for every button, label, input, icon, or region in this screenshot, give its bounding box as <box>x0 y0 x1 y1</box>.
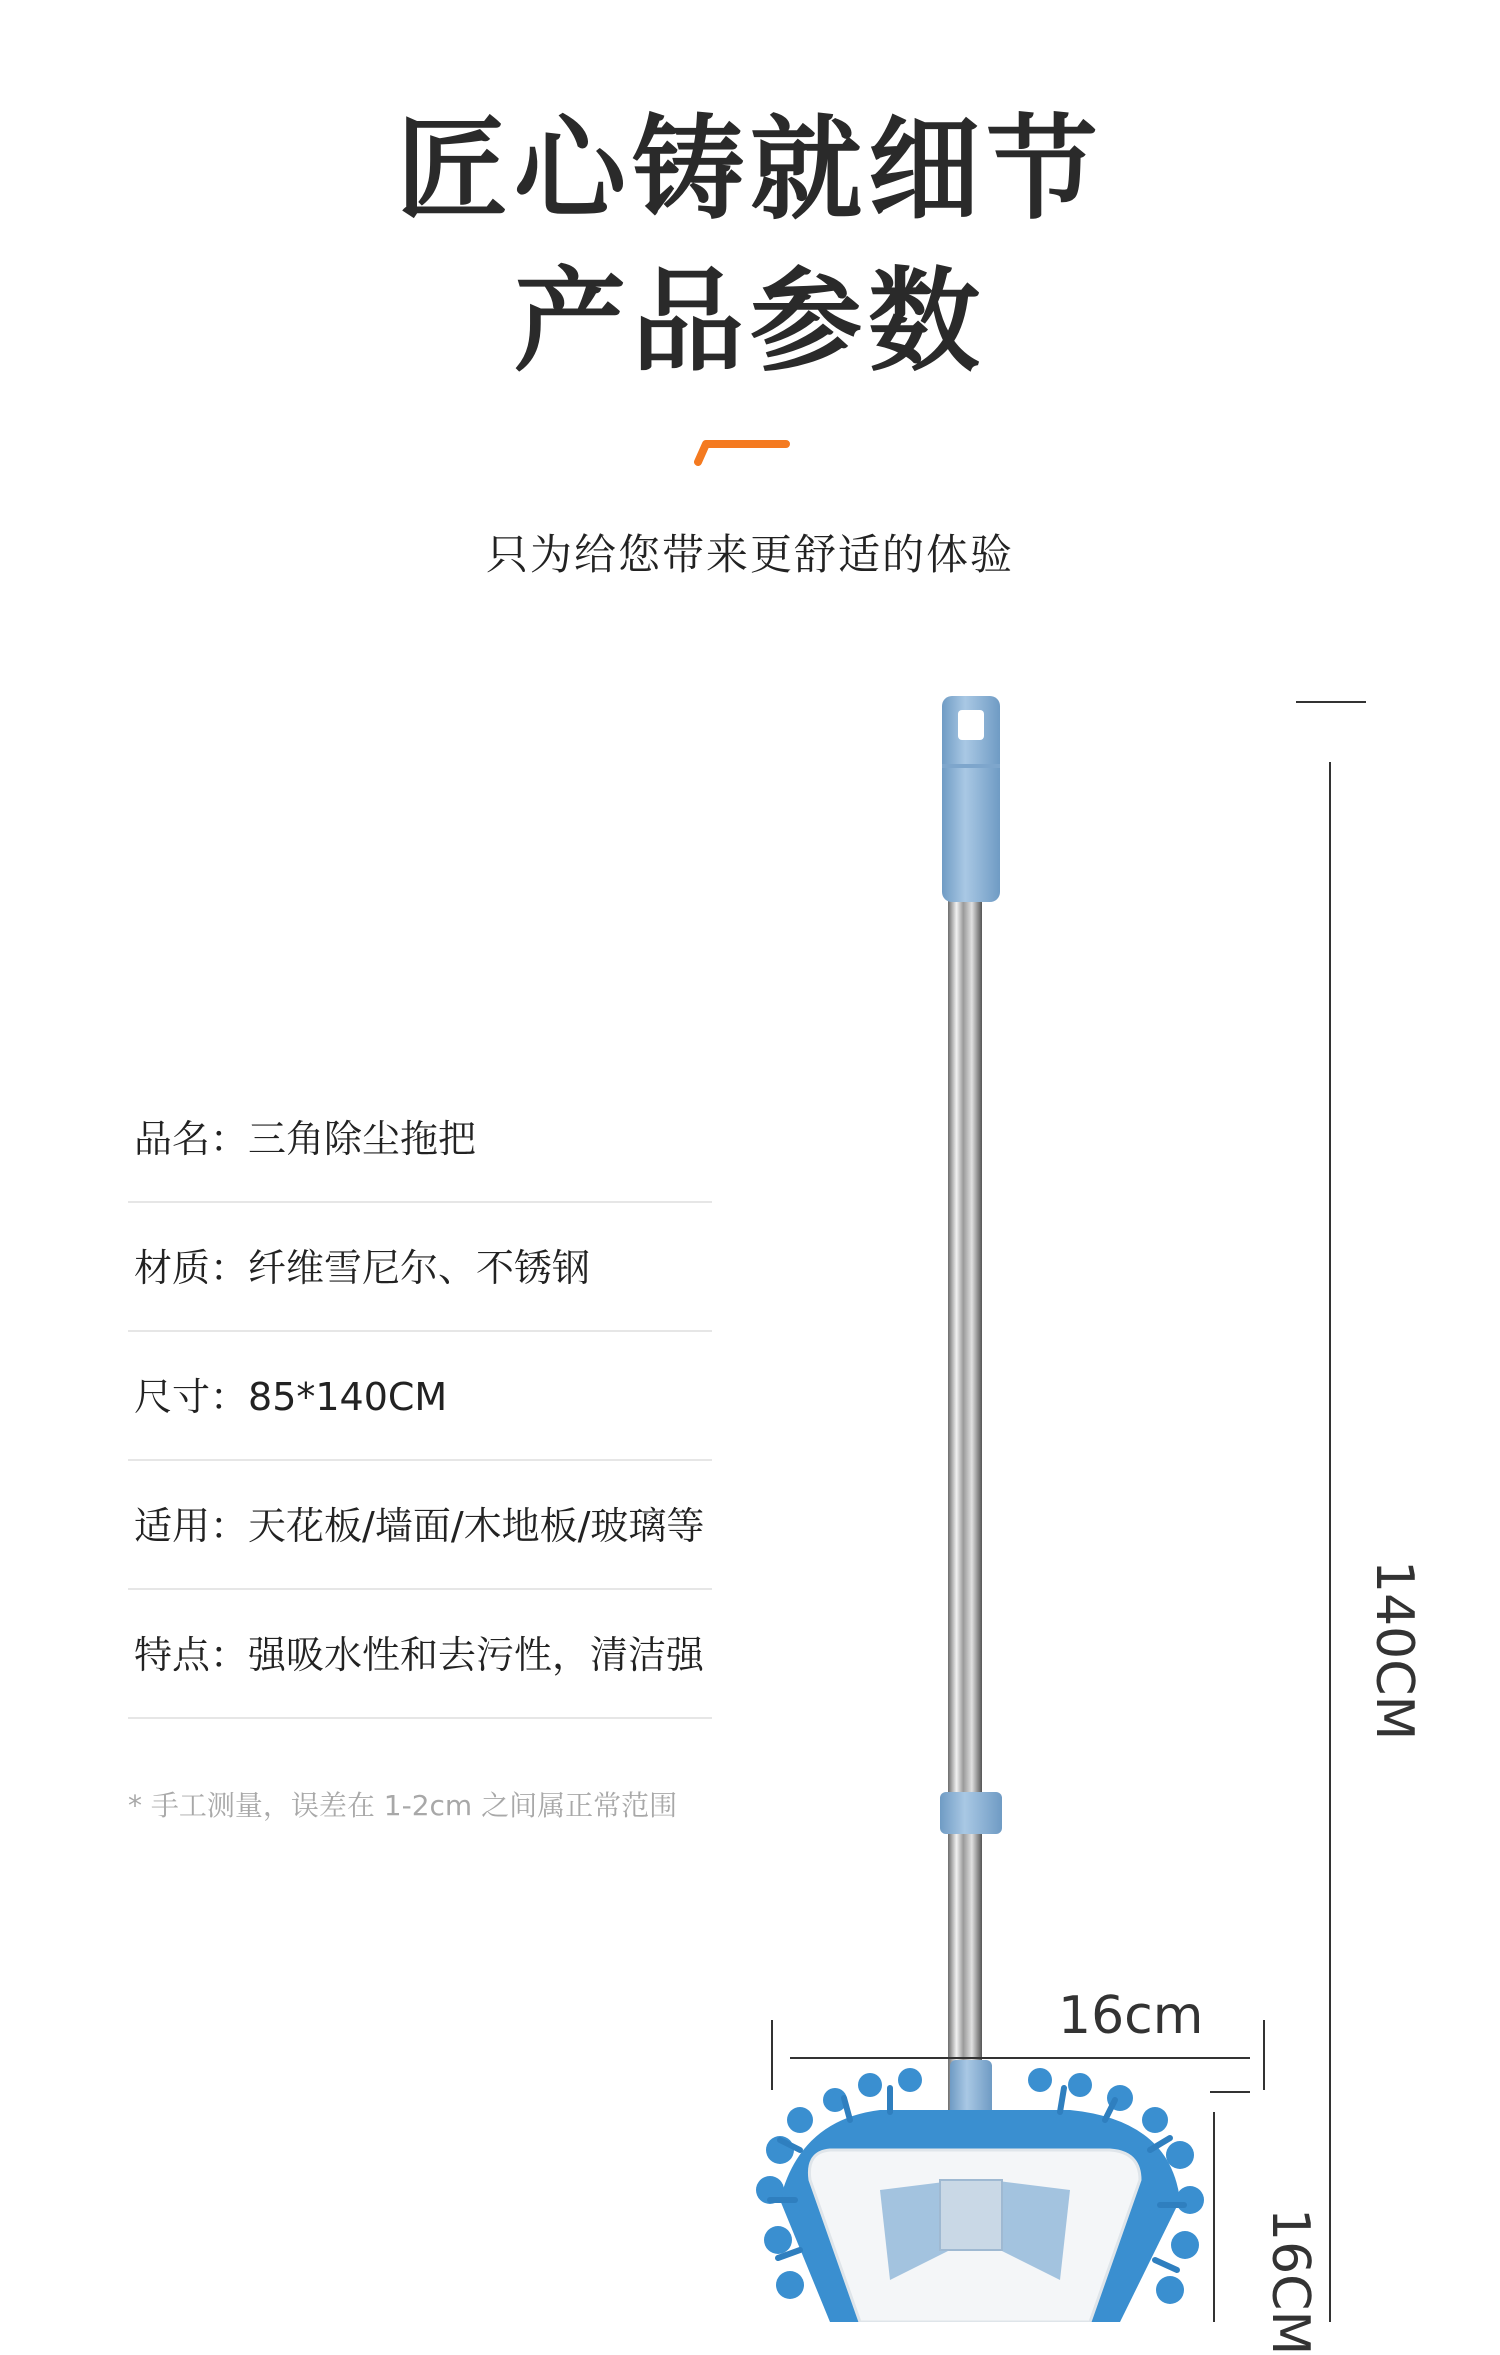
spec-value: 三角除尘拖把 <box>248 1117 477 1161</box>
steel-pole <box>948 880 982 2220</box>
spec-value: 天花板/墙面/木地板/玻璃等 <box>248 1504 705 1548</box>
accent-divider <box>690 428 800 468</box>
spec-label: 品名： <box>134 1117 249 1161</box>
page-title: 匠心铸就细节 <box>396 105 1104 235</box>
mop-illustration <box>740 680 1460 2322</box>
spec-row-feature <box>128 1589 712 1719</box>
spec-value: 85*140CM <box>248 1375 448 1419</box>
handle-cap <box>942 696 1000 902</box>
spec-row-material <box>128 1202 712 1332</box>
spec-row-name <box>128 1073 712 1203</box>
telescopic-lock-ring <box>940 1792 1002 1834</box>
tagline: 只为给您带来更舒适的体验 <box>485 530 1014 579</box>
spec-row-size <box>128 1331 712 1461</box>
head-width-label: 16cm <box>1058 1986 1204 2046</box>
spec-label: 尺寸： <box>134 1375 249 1419</box>
spec-label: 特点： <box>134 1633 249 1677</box>
measurement-note: * 手工测量，误差在 1-2cm 之间属正常范围 <box>128 1789 678 1822</box>
spec-value: 强吸水性和去污性，清洁强 <box>248 1633 705 1677</box>
spec-row-usage <box>128 1460 712 1590</box>
height-label: 140CM <box>1364 1560 1424 1741</box>
spec-value: 纤维雪尼尔、不锈钢 <box>248 1246 591 1290</box>
spec-label: 材质： <box>134 1246 249 1290</box>
spec-label: 适用： <box>134 1504 249 1548</box>
page-subtitle-heading: 产品参数 <box>514 257 986 387</box>
head-depth-label: 16CM <box>1260 2208 1320 2355</box>
